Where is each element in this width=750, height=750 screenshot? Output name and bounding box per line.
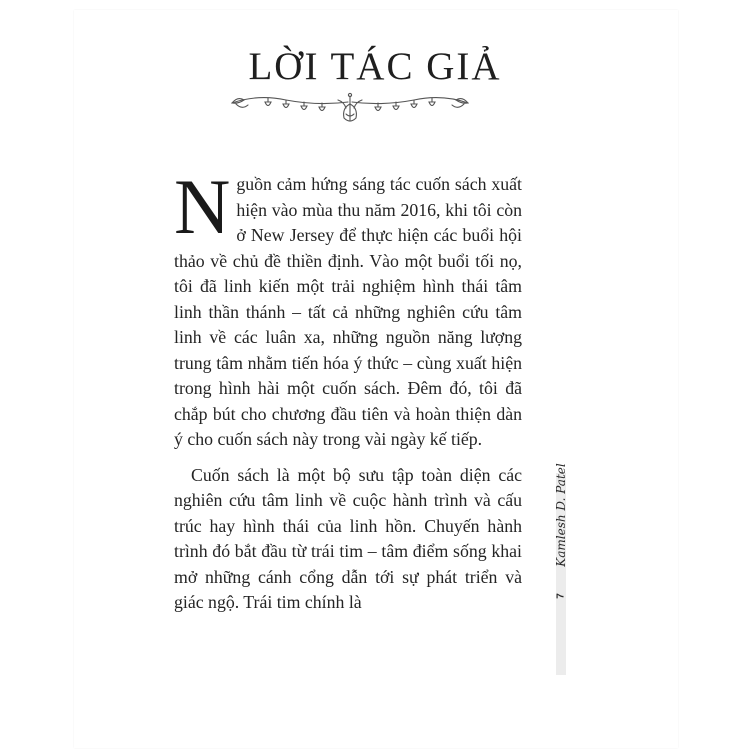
page-number: 7 <box>555 593 567 599</box>
paragraph-1 <box>174 163 522 453</box>
body-text <box>174 163 522 616</box>
running-author: Kamlesh D. Patel <box>554 463 568 567</box>
drop-cap: N <box>174 163 231 250</box>
flourish-ornament <box>228 90 472 128</box>
chapter-title: LỜI TÁC GIẢ <box>248 45 502 88</box>
paragraph-1-text: guồn cảm hứng sáng tác cuốn sách xuất hiện vào mùa thu năm 2016, khi tôi còn ở New Jersey để thực hiện các buổi hội thảo về chủ đề thiền định. Vào một buổi tối nọ, tôi đã linh kiến một trải nghiệm hình thái tâm linh thần thánh – tất cả những nghiên cứu tâm linh về các luân xa, những nguồn năng lượng trung tâm nhằm tiến hóa ý thức – cùng xuất hiện trong hình hài một cuốn sách. Đêm đó, tôi đã chắp bút cho chương đầu tiên và hoàn thiện dàn ý cho cuốn sách này trong vài ngày kế tiếp. <box>174 174 522 449</box>
paragraph-2: Cuốn sách là một bộ sưu tập toàn diện các nghiên cứu tâm linh về cuộc hành trình và cấu trúc hay hình thái của linh hồn. Chuyến hành trình đó bắt đầu từ trái tim – tâm điểm sống khai mở những cánh cổng dẫn tới sự phát triển và giác ngộ. Trái tim chính là <box>174 464 522 612</box>
